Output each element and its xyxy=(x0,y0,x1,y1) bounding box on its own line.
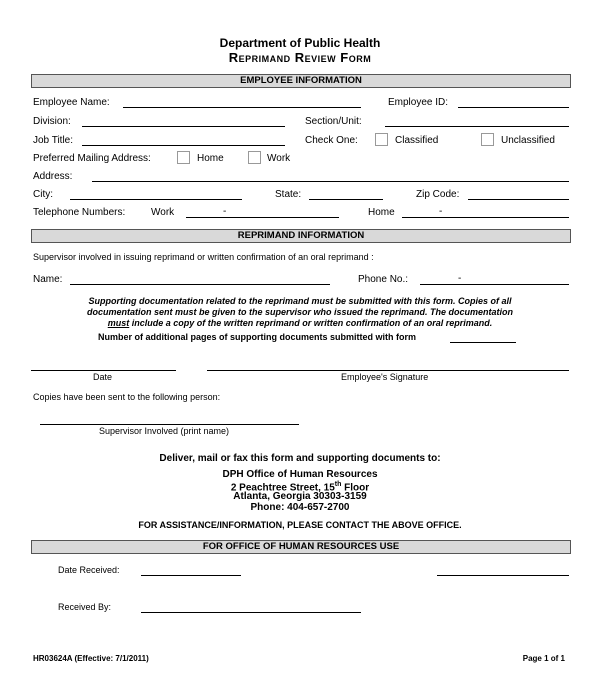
additional-pages-label: Number of additional pages of supporting documents submitted with form xyxy=(98,332,417,342)
office-name: DPH Office of Human Resources xyxy=(222,469,378,480)
address-field[interactable] xyxy=(92,181,569,182)
zip-label: Zip Code: xyxy=(416,189,460,200)
department-name: Department of Public Health xyxy=(219,36,381,50)
office-phone: Phone: 404-657-2700 xyxy=(250,502,350,513)
job-title-label: Job Title: xyxy=(33,135,74,146)
classified-checkbox[interactable] xyxy=(375,133,388,146)
assistance-note: FOR ASSISTANCE/INFORMATION, PLEASE CONTACT THE ABOVE OFFICE. xyxy=(138,520,462,530)
address-label: Address: xyxy=(33,171,73,182)
section-unit-field[interactable] xyxy=(385,126,569,127)
office-city: Atlanta, Georgia 30303-3159 xyxy=(233,491,367,502)
copies-label: Copies have been sent to the following person: xyxy=(33,392,221,402)
additional-pages-field[interactable] xyxy=(450,342,516,343)
state-field[interactable] xyxy=(309,199,383,200)
supervisor-print-label: Supervisor Involved (print name) xyxy=(99,426,230,436)
tel-home-dash: - xyxy=(439,206,443,217)
unclassified-label: Unclassified xyxy=(501,135,555,146)
city-field[interactable] xyxy=(70,199,242,200)
job-title-field[interactable] xyxy=(82,145,285,146)
supervisor-prompt: Supervisor involved in issuing reprimand or written confirmation of an oral reprimand : xyxy=(33,252,374,262)
signature-field[interactable] xyxy=(207,370,569,371)
received-by-field[interactable] xyxy=(141,612,361,613)
supervisor-phone-dash: - xyxy=(458,273,462,284)
supervisor-phone-label: Phone No.: xyxy=(358,274,409,285)
supervisor-print-field[interactable] xyxy=(40,424,299,425)
hr-use-heading: FOR OFFICE OF HUMAN RESOURCES USE xyxy=(31,540,571,554)
employee-info-heading: EMPLOYEE INFORMATION xyxy=(31,74,571,88)
office-street-main: 2 Peachtree Street, 15 xyxy=(230,482,335,494)
supervisor-name-field[interactable] xyxy=(70,284,330,285)
office-street-sup: th xyxy=(334,481,342,488)
notice-line-2: documentation sent must be given to the supervisor who issued the reprimand. The documentation xyxy=(86,307,514,317)
division-field[interactable] xyxy=(82,126,285,127)
tel-home-label: Home xyxy=(368,207,395,218)
zip-field[interactable] xyxy=(468,199,569,200)
mailing-home-label: Home xyxy=(197,153,224,164)
check-one-label: Check One: xyxy=(305,135,358,146)
page-number: Page 1 of 1 xyxy=(522,654,565,663)
unclassified-checkbox[interactable] xyxy=(481,133,494,146)
notice-line-3-rest: include a copy of the written reprimand or written confirmation of an oral reprimand. xyxy=(129,318,493,328)
date-received-label: Date Received: xyxy=(58,565,120,575)
employee-name-label: Employee Name: xyxy=(33,97,110,108)
received-by-label: Received By: xyxy=(58,602,112,612)
delivery-instruction: Deliver, mail or fax this form and supporting documents to: xyxy=(159,453,441,464)
notice-line-1: Supporting documentation related to the reprimand must be submitted with this form. Copies of all xyxy=(88,296,512,306)
date-field[interactable] xyxy=(31,370,176,371)
tel-home-field[interactable] xyxy=(402,217,569,218)
telephone-label: Telephone Numbers: xyxy=(33,207,126,218)
tel-work-field[interactable] xyxy=(186,217,339,218)
employee-name-field[interactable] xyxy=(123,107,361,108)
mailing-home-checkbox[interactable] xyxy=(177,151,190,164)
employee-id-field[interactable] xyxy=(458,107,569,108)
state-label: State: xyxy=(275,189,302,200)
supervisor-phone-field[interactable] xyxy=(420,284,569,285)
hr-extra-field[interactable] xyxy=(437,575,569,576)
employee-id-label: Employee ID: xyxy=(388,97,449,108)
city-label: City: xyxy=(33,189,53,200)
mailing-address-label: Preferred Mailing Address: xyxy=(33,153,151,164)
office-street-suffix: Floor xyxy=(341,482,370,494)
classified-label: Classified xyxy=(395,135,439,146)
date-received-field[interactable] xyxy=(141,575,241,576)
notice-must: must xyxy=(107,318,130,328)
date-label: Date xyxy=(93,372,113,382)
signature-label: Employee's Signature xyxy=(341,372,429,382)
mailing-work-label: Work xyxy=(267,153,291,164)
tel-work-label: Work xyxy=(151,207,175,218)
supervisor-name-label: Name: xyxy=(33,274,63,285)
tel-work-dash: - xyxy=(223,206,227,217)
notice-line-3 xyxy=(0,319,600,328)
division-label: Division: xyxy=(33,116,71,127)
form-code: HR03624A (Effective: 7/1/2011) xyxy=(33,654,149,663)
mailing-work-checkbox[interactable] xyxy=(248,151,261,164)
section-unit-label: Section/Unit: xyxy=(305,116,362,127)
reprimand-info-heading: REPRIMAND INFORMATION xyxy=(31,229,571,243)
form-title: Reprimand Review Form xyxy=(228,50,372,65)
